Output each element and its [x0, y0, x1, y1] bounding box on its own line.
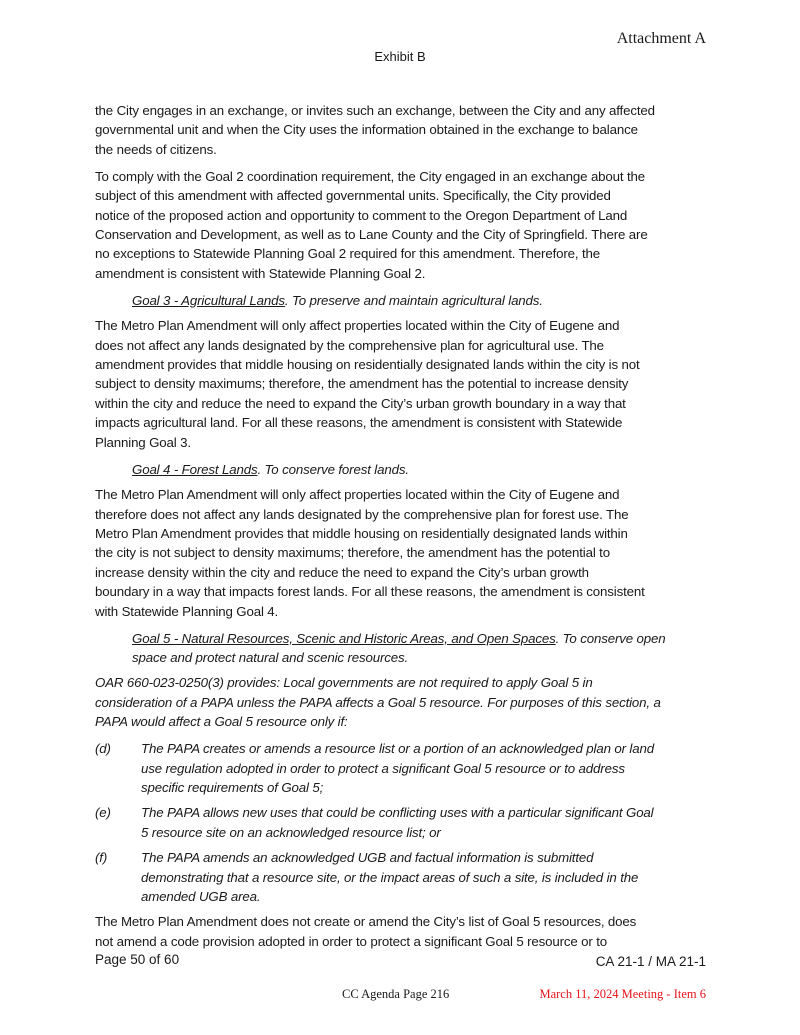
text-line — [95, 336, 715, 355]
line-text: The Metro Plan Amendment does not create or amend the City’s list of Goal 5 resources, does — [95, 914, 637, 930]
text-line — [95, 316, 715, 335]
text-line — [95, 264, 715, 283]
meeting-label: March 11, 2024 Meeting - Item 6 — [539, 987, 706, 1001]
goal-title: Goal 4 - Forest Lands — [132, 461, 258, 477]
list-text — [141, 739, 654, 797]
line-text: Planning Goal 3. — [95, 434, 191, 450]
paragraph — [95, 673, 715, 731]
list-label: (f) — [95, 850, 108, 866]
text-line: amended UGB area. — [141, 889, 261, 904]
text-line: specific requirements of Goal 5; — [141, 779, 324, 795]
text-line — [95, 101, 715, 120]
text-line — [95, 582, 715, 601]
line-text: To comply with the Goal 2 coordination requirement, the City engaged in an exchange about the — [95, 168, 646, 184]
line-text: notice of the proposed action and opportunity to comment to the Oregon Department of Land — [95, 207, 628, 223]
text-line — [95, 485, 715, 504]
text-line — [95, 932, 715, 951]
line-text: the needs of citizens. — [95, 141, 217, 157]
text-line — [95, 693, 715, 712]
line-text: The Metro Plan Amendment will only affect properties located within the City of Eugene and — [95, 487, 620, 503]
text-line — [95, 120, 715, 139]
goal-heading — [95, 460, 715, 479]
paragraph — [95, 912, 715, 951]
line-text: impacts agricultural land. For all these reasons, the amendment is consistent with Statewide — [95, 415, 623, 431]
line-text: therefore does not affect any lands designated by the comprehensive plan for forest use. The — [95, 506, 629, 522]
line-text: does not affect any lands designated by the comprehensive plan for agricultural use. The — [95, 337, 604, 353]
line-text: subject to density maximums; therefore, the amendment has the potential to increase density — [95, 376, 629, 392]
line-text: amendment is consistent with Statewide Planning Goal 2. — [95, 265, 426, 281]
exhibit-label: Exhibit B — [374, 49, 426, 64]
goal-heading — [95, 291, 715, 310]
line-text: . To preserve and maintain agricultural lands. — [284, 292, 543, 308]
list-item — [95, 803, 715, 842]
line-text: subject of this amendment with affected governmental units. Specifically, the City provided — [95, 188, 611, 204]
text-line — [95, 186, 715, 205]
text-line: The PAPA creates or amends a resource list or a portion of an acknowledged plan or land — [141, 741, 654, 757]
line-text: the City engages in an exchange, or invites such an exchange, between the City and any affected — [95, 103, 655, 118]
text-line — [132, 291, 715, 310]
line-text: The Metro Plan Amendment will only affect properties located within the City of Eugene and — [95, 318, 620, 334]
text-line — [132, 460, 715, 479]
line-text: PAPA would affect a Goal 5 resource only if: — [95, 714, 348, 730]
line-text: OAR 660-023-0250(3) provides: Local governments are not required to apply Goal 5 in — [95, 675, 593, 691]
goal-title: Goal 5 - Natural Resources, Scenic and Historic Areas, and Open Spaces — [132, 630, 556, 646]
text-line — [95, 712, 715, 731]
document-body — [95, 101, 715, 959]
case-number: CA 21-1 / MA 21-1 — [595, 954, 706, 969]
attachment-label: Attachment A — [616, 30, 706, 47]
line-text: governmental unit and when the City uses the information obtained in the exchange to balance — [95, 122, 638, 138]
text-line: 5 resource site on an acknowledged resource list; or — [141, 824, 441, 840]
text-line — [95, 374, 715, 393]
line-text: Conservation and Development, as well as to Lane County and the City of Springfield. There are — [95, 227, 648, 243]
text-line — [95, 673, 715, 692]
line-text: the city is not subject to density maximums; therefore, the amendment has the potential to — [95, 545, 610, 561]
line-text: within the city and reduce the need to expand the City’s urban growth boundary in a way that — [95, 395, 626, 411]
line-text: amendment provides that middle housing on residentially designated lands within the city is not — [95, 357, 640, 373]
line-text: consideration of a PAPA unless the PAPA affects a Goal 5 resource. For purposes of this section, a — [95, 694, 661, 710]
text-line — [95, 167, 715, 186]
text-line — [95, 433, 715, 452]
page-number: Page 50 of 60 — [95, 952, 180, 967]
text-line — [95, 244, 715, 263]
text-line — [132, 629, 715, 648]
agenda-page: CC Agenda Page 216 — [342, 987, 450, 1001]
text-line — [132, 648, 715, 667]
line-text: not amend a code provision adopted in order to protect a significant Goal 5 resource or to — [95, 933, 608, 949]
paragraph — [95, 101, 715, 159]
text-line: The PAPA amends an acknowledged UGB and factual information is submitted — [141, 850, 594, 866]
paragraph — [95, 485, 715, 621]
text-line — [95, 524, 715, 543]
goal-title: Goal 3 - Agricultural Lands — [132, 292, 285, 308]
text-line — [95, 413, 715, 432]
text-line — [95, 394, 715, 413]
line-text: increase density within the city and reduce the need to expand the City’s urban growth — [95, 564, 589, 580]
goal-heading — [95, 629, 715, 668]
line-text: space and protect natural and scenic resources. — [132, 649, 409, 665]
text-line — [95, 563, 715, 582]
list-item — [95, 739, 715, 797]
text-line: The PAPA allows new uses that could be conflicting uses with a particular significant Goal — [141, 805, 654, 821]
text-line — [95, 206, 715, 225]
list-label: (d) — [95, 741, 111, 757]
list-label: (e) — [95, 805, 111, 821]
list-text — [141, 848, 638, 906]
text-line — [95, 355, 715, 374]
line-text: with Statewide Planning Goal 4. — [95, 603, 279, 619]
line-text: . To conserve open — [555, 630, 666, 646]
text-line: use regulation adopted in order to protect a significant Goal 5 resource or to address — [141, 760, 625, 776]
text-line — [95, 505, 715, 524]
text-line — [95, 912, 715, 931]
list-item — [95, 848, 715, 906]
paragraph — [95, 167, 715, 283]
line-text: boundary in a way that impacts forest lands. For all these reasons, the amendment is consistent — [95, 584, 645, 600]
paragraph — [95, 316, 715, 452]
text-line — [95, 543, 715, 562]
text-line — [95, 225, 715, 244]
list-text — [141, 803, 654, 842]
text-line — [95, 140, 715, 159]
line-text: no exceptions to Statewide Planning Goal 2 required for this amendment. Therefore, the — [95, 246, 601, 262]
text-line: demonstrating that a resource site, or the impact areas of such a site, is included in the — [141, 869, 639, 885]
line-text: . To conserve forest lands. — [257, 461, 409, 477]
text-line — [95, 602, 715, 621]
line-text: Metro Plan Amendment provides that middle housing on residentially designated lands within — [95, 525, 628, 541]
